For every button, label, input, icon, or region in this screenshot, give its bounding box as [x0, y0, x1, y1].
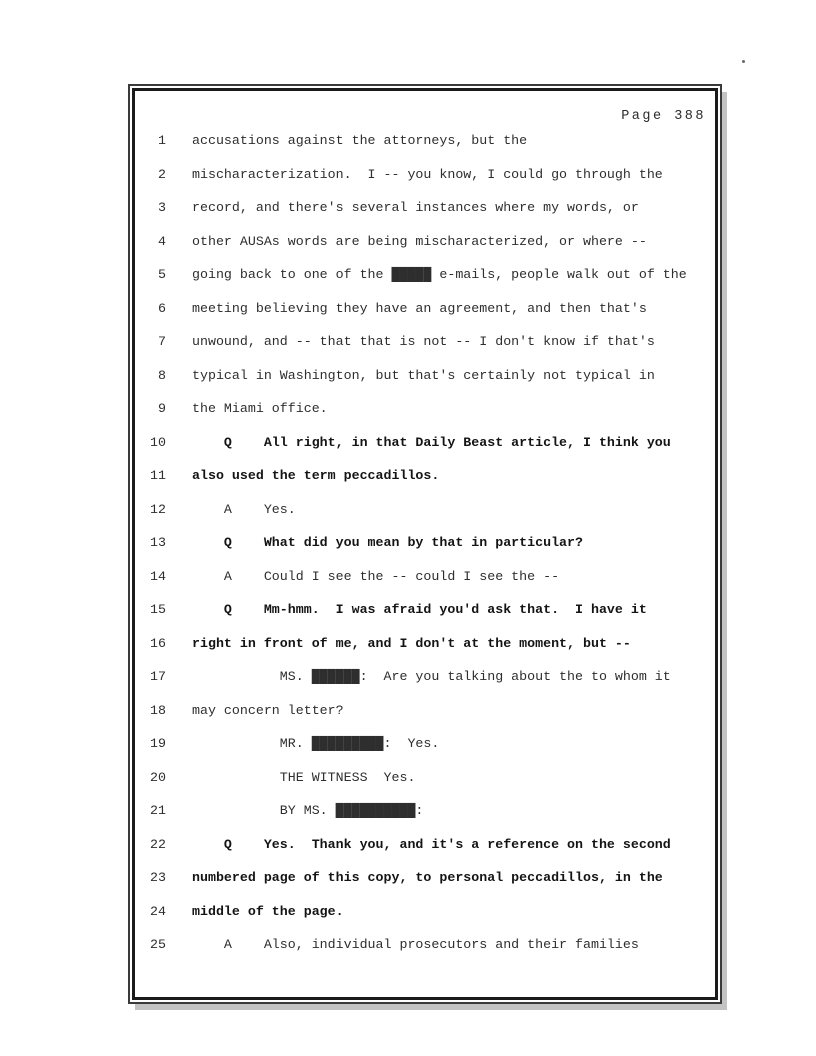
line-number: 22	[150, 836, 166, 852]
line-number: 12	[150, 501, 166, 517]
transcript-line-21	[135, 803, 715, 837]
line-number: 11	[150, 468, 166, 483]
line-number: 5	[158, 267, 166, 282]
line-number: 14	[150, 568, 166, 584]
line-number: 21	[150, 803, 166, 818]
transcript-line-10	[135, 435, 715, 469]
transcript-line-5	[135, 267, 715, 301]
transcript-line-8	[135, 368, 715, 402]
transcript-line-2	[135, 167, 715, 201]
line-number: 4	[158, 233, 166, 249]
line-text: typical in Washington, but that's certainly not typical in	[192, 367, 655, 383]
line-number: 19	[150, 736, 166, 751]
transcript-line-22	[135, 837, 715, 871]
line-text-question: also used the term peccadillos.	[192, 468, 440, 483]
transcript-page-frame	[128, 84, 722, 1004]
line-text: other AUSAs words are being mischaracterized, or where --	[192, 233, 647, 249]
line-text: unwound, and -- that that is not -- I don't know if that's	[192, 334, 655, 349]
line-text-with-redaction: BY MS. ██████████:	[192, 803, 424, 818]
line-number: 23	[150, 870, 166, 885]
line-number: 18	[150, 702, 166, 718]
transcript-line-12	[135, 502, 715, 536]
line-text-answer: A Also, individual prosecutors and their families	[192, 937, 639, 952]
line-number: 7	[158, 334, 166, 349]
line-number: 1	[158, 133, 166, 148]
line-text-with-redaction: MR. █████████: Yes.	[192, 736, 440, 751]
page-number-label: Page 388	[621, 109, 706, 124]
line-text-question: Q Mm-hmm. I was afraid you'd ask that. I have it	[192, 602, 647, 617]
line-number: 25	[150, 937, 166, 952]
line-number: 10	[150, 434, 166, 450]
transcript-line-17	[135, 669, 715, 703]
transcript-line-13	[135, 535, 715, 569]
line-number: 2	[158, 166, 166, 182]
line-text-answer: A Yes.	[192, 501, 296, 517]
transcript-line-15	[135, 602, 715, 636]
transcript-line-19	[135, 736, 715, 770]
line-text-answer: A Could I see the -- could I see the --	[192, 568, 560, 584]
transcript-line-23	[135, 870, 715, 904]
line-number: 13	[150, 535, 166, 550]
transcript-line-14	[135, 569, 715, 603]
line-number: 24	[150, 903, 166, 919]
line-text-question: numbered page of this copy, to personal peccadillos, in the	[192, 870, 663, 885]
transcript-line-16	[135, 636, 715, 670]
line-text-question: middle of the page.	[192, 903, 344, 919]
transcript-line-24	[135, 904, 715, 938]
line-text: accusations against the attorneys, but the	[192, 133, 528, 148]
line-number: 8	[158, 367, 166, 383]
transcript-line-11	[135, 468, 715, 502]
transcript-page	[132, 88, 718, 1000]
line-text: meeting believing they have an agreement, and then that's	[192, 300, 647, 316]
line-text-with-redaction: MS. ██████: Are you talking about the to whom it	[192, 669, 671, 684]
line-number: 16	[150, 635, 166, 651]
line-text-question: Q Yes. Thank you, and it's a reference on the second	[192, 836, 671, 852]
line-text-with-redaction: going back to one of the █████ e-mails, people walk out of the	[192, 267, 687, 282]
transcript-line-6	[135, 301, 715, 335]
line-text: mischaracterization. I -- you know, I could go through the	[192, 166, 663, 182]
line-text-question: Q All right, in that Daily Beast article, I think you	[192, 434, 671, 450]
transcript-line-4	[135, 234, 715, 268]
line-text: record, and there's several instances where my words, or	[192, 200, 639, 215]
transcript-line-18	[135, 703, 715, 737]
line-number: 9	[158, 401, 166, 416]
line-number: 20	[150, 769, 166, 785]
transcript-line-20	[135, 770, 715, 804]
line-text: may concern letter?	[192, 702, 344, 718]
line-text-question: Q What did you mean by that in particular?	[192, 535, 583, 550]
transcript-line-9	[135, 401, 715, 435]
transcript-line-3	[135, 200, 715, 234]
scan-speck-dot	[742, 60, 745, 63]
line-text: THE WITNESS Yes.	[192, 769, 416, 785]
line-text-question: right in front of me, and I don't at the moment, but --	[192, 635, 631, 651]
line-text: the Miami office.	[192, 401, 328, 416]
line-number: 6	[158, 300, 166, 316]
transcript-line-25	[135, 937, 715, 971]
line-number: 15	[150, 602, 166, 617]
transcript-line-1	[135, 133, 715, 167]
transcript-line-7	[135, 334, 715, 368]
transcript-body	[135, 133, 715, 971]
line-number: 17	[150, 669, 166, 684]
line-number: 3	[158, 200, 166, 215]
